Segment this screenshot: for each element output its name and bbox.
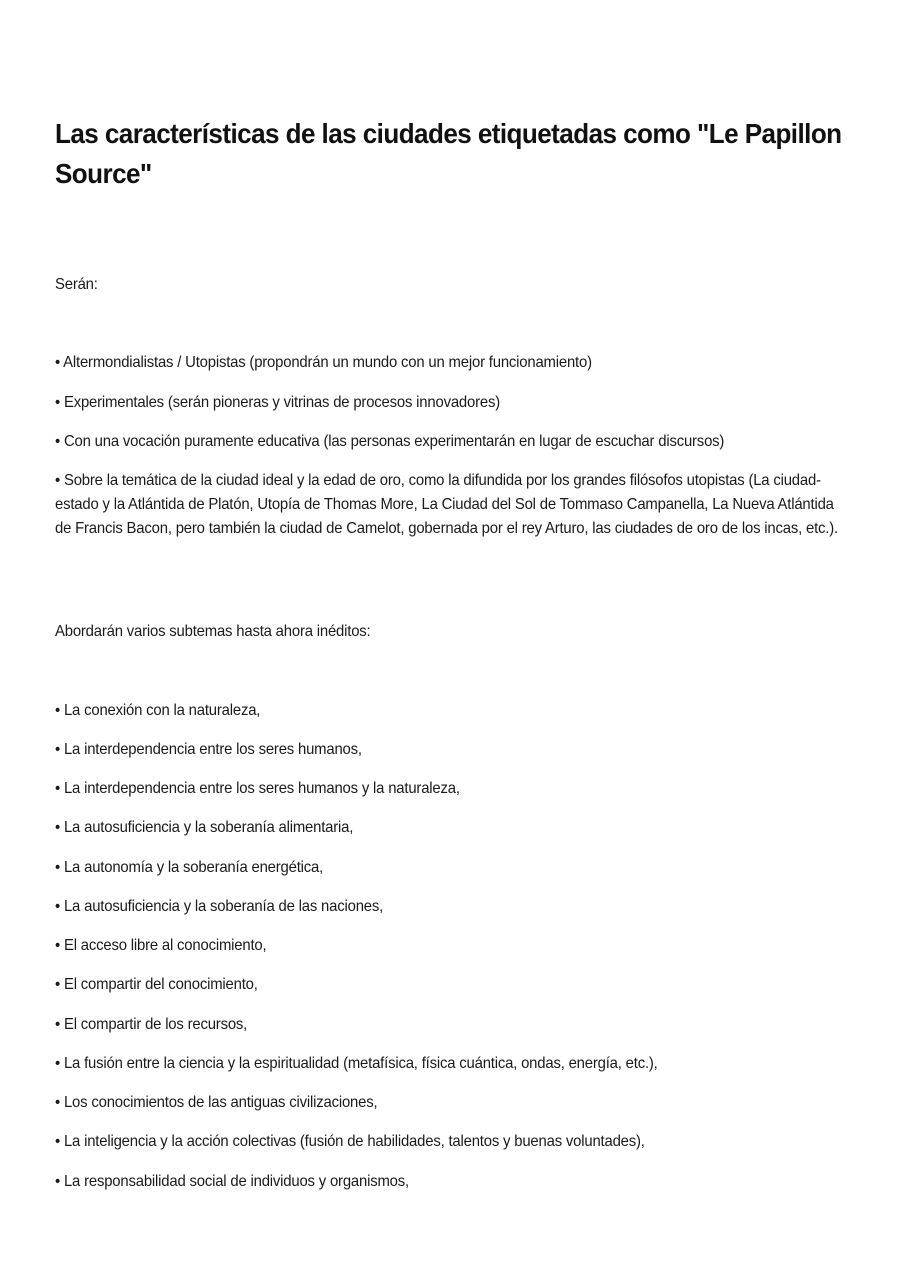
characteristic-item: • Experimentales (serán pioneras y vitrinas de procesos innovadores) bbox=[55, 394, 500, 411]
subtheme-item: • La autosuficiencia y la soberanía de las naciones, bbox=[55, 898, 384, 915]
subtheme-item: • La autosuficiencia y la soberanía alimentaria, bbox=[55, 819, 354, 836]
subtheme-item: • La conexión con la naturaleza, bbox=[55, 702, 261, 719]
characteristic-item: • Sobre la temática de la ciudad ideal y la edad de oro, como la difundida por los grandes filósofos utopistas (La ciudad-estado y la Atlántida de Platón, Utopía de Thomas More, La Ciudad del Sol de Tommaso Campanella, La Nueva Atlántida de Francis Bacon, pero también la ciudad de Camelot, gobernada por el rey Arturo, las ciudades de oro de los incas, etc.). bbox=[55, 472, 838, 537]
characteristic-item: • Altermondialistas / Utopistas (propondrán un mundo con un mejor funcionamiento) bbox=[55, 354, 592, 371]
intro-label: Serán: bbox=[55, 276, 98, 293]
subthemes-label: Abordarán varios subtemas hasta ahora inéditos: bbox=[55, 623, 371, 640]
subtheme-item: • Los conocimientos de las antiguas civilizaciones, bbox=[55, 1094, 378, 1111]
subtheme-item: • La autonomía y la soberanía energética, bbox=[55, 859, 324, 876]
subtheme-item: • La interdependencia entre los seres humanos, bbox=[55, 741, 362, 758]
subtheme-item: • El compartir del conocimiento, bbox=[55, 976, 258, 993]
subtheme-item: • El compartir de los recursos, bbox=[55, 1016, 248, 1033]
subtheme-item: • La inteligencia y la acción colectivas (fusión de habilidades, talentos y buenas voluntades), bbox=[55, 1133, 645, 1150]
characteristic-item: • Con una vocación puramente educativa (las personas experimentarán en lugar de escuchar discursos) bbox=[55, 433, 725, 450]
subtheme-item: • La interdependencia entre los seres humanos y la naturaleza, bbox=[55, 780, 460, 797]
subtheme-item: • La responsabilidad social de individuos y organismos, bbox=[55, 1173, 409, 1190]
subtheme-item: • La fusión entre la ciencia y la espiritualidad (metafísica, física cuántica, ondas, energía, etc.), bbox=[55, 1055, 658, 1072]
subtheme-item: • El acceso libre al conocimiento, bbox=[55, 937, 267, 954]
document-title: Las características de las ciudades etiquetadas como "Le Papillon Source" bbox=[55, 118, 842, 189]
